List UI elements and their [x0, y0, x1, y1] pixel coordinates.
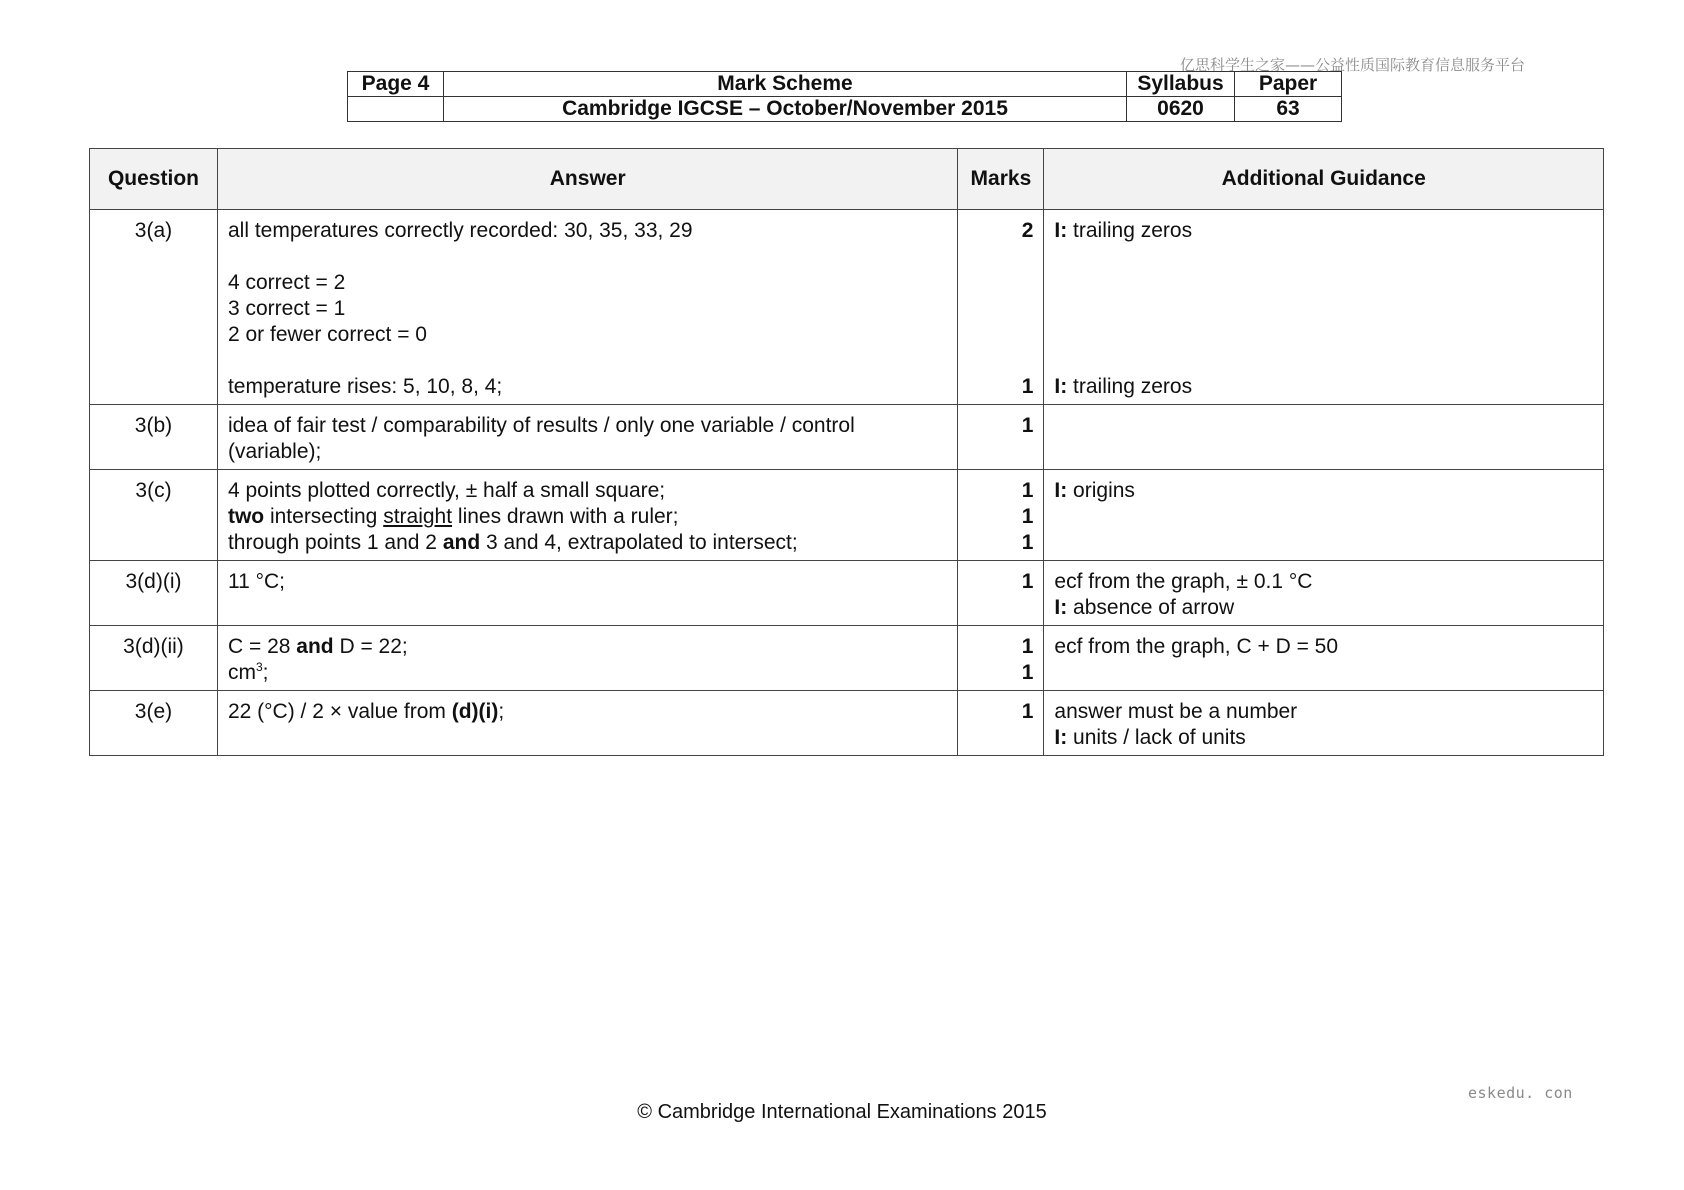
guidance-cell [1044, 691, 1604, 756]
answer-line: 4 points plotted correctly, ± half a small square; [227, 479, 666, 502]
guidance-line: ecf from the graph, C + D = 50 [1054, 635, 1339, 658]
answer-line: all temperatures correctly recorded: 30, 35, 33, 29 [227, 219, 693, 242]
guidance-line: I: origins [1054, 479, 1135, 502]
question-number: 3(d)(i) [90, 561, 218, 626]
answer-line: $cm^3$; [227, 660, 269, 684]
answer-line: two intersecting straight lines drawn with a ruler; [227, 505, 679, 528]
guidance-line: answer must be a number [1054, 700, 1298, 723]
answer-line: 22 (°C) / 2 × value from (d)(i); [227, 700, 505, 723]
syllabus-code: 0620 [1127, 97, 1235, 122]
answer-cell [217, 691, 957, 756]
guidance-line: I: units / lack of units [1054, 726, 1246, 749]
answer-cell [217, 470, 957, 561]
guidance-cell [1044, 561, 1604, 626]
table-row [90, 626, 1604, 691]
document-subtitle: Cambridge IGCSE – October/November 2015 [444, 97, 1127, 122]
paper-number: 63 [1235, 97, 1342, 122]
table-row [90, 561, 1604, 626]
answer-cell [217, 405, 957, 470]
answer-line: through points 1 and 2 and 3 and 4, extrapolated to intersect; [227, 531, 798, 554]
answer-cell [217, 626, 957, 691]
column-header-marks: Marks [958, 149, 1044, 210]
answer-line: C = 28 and D = 22; [227, 635, 408, 658]
question-number: 3(e) [90, 691, 218, 756]
marks-cell [958, 405, 1044, 470]
marks-cell [958, 626, 1044, 691]
document-title: Mark Scheme [444, 72, 1127, 97]
marks-cell [958, 210, 1044, 405]
mark-value: 1 [1021, 414, 1034, 437]
guidance-line: I: absence of arrow [1054, 596, 1235, 619]
copyright-footer: © Cambridge International Examinations 2015 [637, 1101, 1047, 1123]
mark-value: 1 [1021, 505, 1034, 528]
watermark-top: 亿思科学生之家——公益性质国际教育信息服务平台 [1180, 56, 1526, 74]
table-header-row [90, 149, 1604, 210]
answer-cell [217, 561, 957, 626]
mark-value: 1 [1021, 531, 1034, 554]
guidance-line: ecf from the graph, ± 0.1 °C [1054, 570, 1313, 593]
answer-line: temperature rises: 5, 10, 8, 4; [227, 375, 503, 398]
column-header-answer: Answer [217, 149, 957, 210]
marks-cell [958, 470, 1044, 561]
mark-value: 1 [1021, 479, 1034, 502]
table-row [90, 470, 1604, 561]
empty-cell [348, 97, 444, 122]
mark-value: 1 [1021, 570, 1034, 593]
mark-value: 2 [1021, 219, 1034, 242]
mark-value: 1 [1021, 375, 1034, 398]
mark-value: 1 [1021, 700, 1034, 723]
mark-value: 1 [1021, 635, 1034, 658]
page-header-table [347, 71, 1342, 122]
marks-cell [958, 691, 1044, 756]
mark-scheme-table [89, 148, 1604, 756]
syllabus-label: Syllabus [1127, 72, 1235, 97]
answer-line: 3 correct = 1 [227, 297, 346, 320]
paper-label: Paper [1235, 72, 1342, 97]
guidance-cell [1044, 470, 1604, 561]
answer-line: 11 °C; [227, 570, 286, 593]
answer-line: 2 or fewer correct = 0 [227, 323, 427, 346]
question-number: 3(a) [90, 210, 218, 405]
guidance-line: I: trailing zeros [1054, 219, 1193, 242]
question-number: 3(c) [90, 470, 218, 561]
table-row [90, 405, 1604, 470]
watermark-bottom: eskedu. con [1468, 1084, 1573, 1102]
column-header-question: Question [90, 149, 218, 210]
marks-cell [958, 561, 1044, 626]
table-row [90, 691, 1604, 756]
guidance-cell [1044, 405, 1604, 470]
page-number: Page 4 [348, 72, 444, 97]
answer-cell [217, 210, 957, 405]
table-row [90, 210, 1604, 405]
answer-line: idea of fair test / comparability of results / only one variable / control [227, 414, 855, 437]
guidance-cell [1044, 210, 1604, 405]
question-number: 3(b) [90, 405, 218, 470]
guidance-cell [1044, 626, 1604, 691]
guidance-line: I: trailing zeros [1054, 375, 1193, 398]
column-header-guidance: Additional Guidance [1044, 149, 1604, 210]
question-number: 3(d)(ii) [90, 626, 218, 691]
answer-line: (variable); [227, 440, 322, 463]
answer-line: 4 correct = 2 [227, 271, 346, 294]
mark-value: 1 [1021, 661, 1034, 684]
